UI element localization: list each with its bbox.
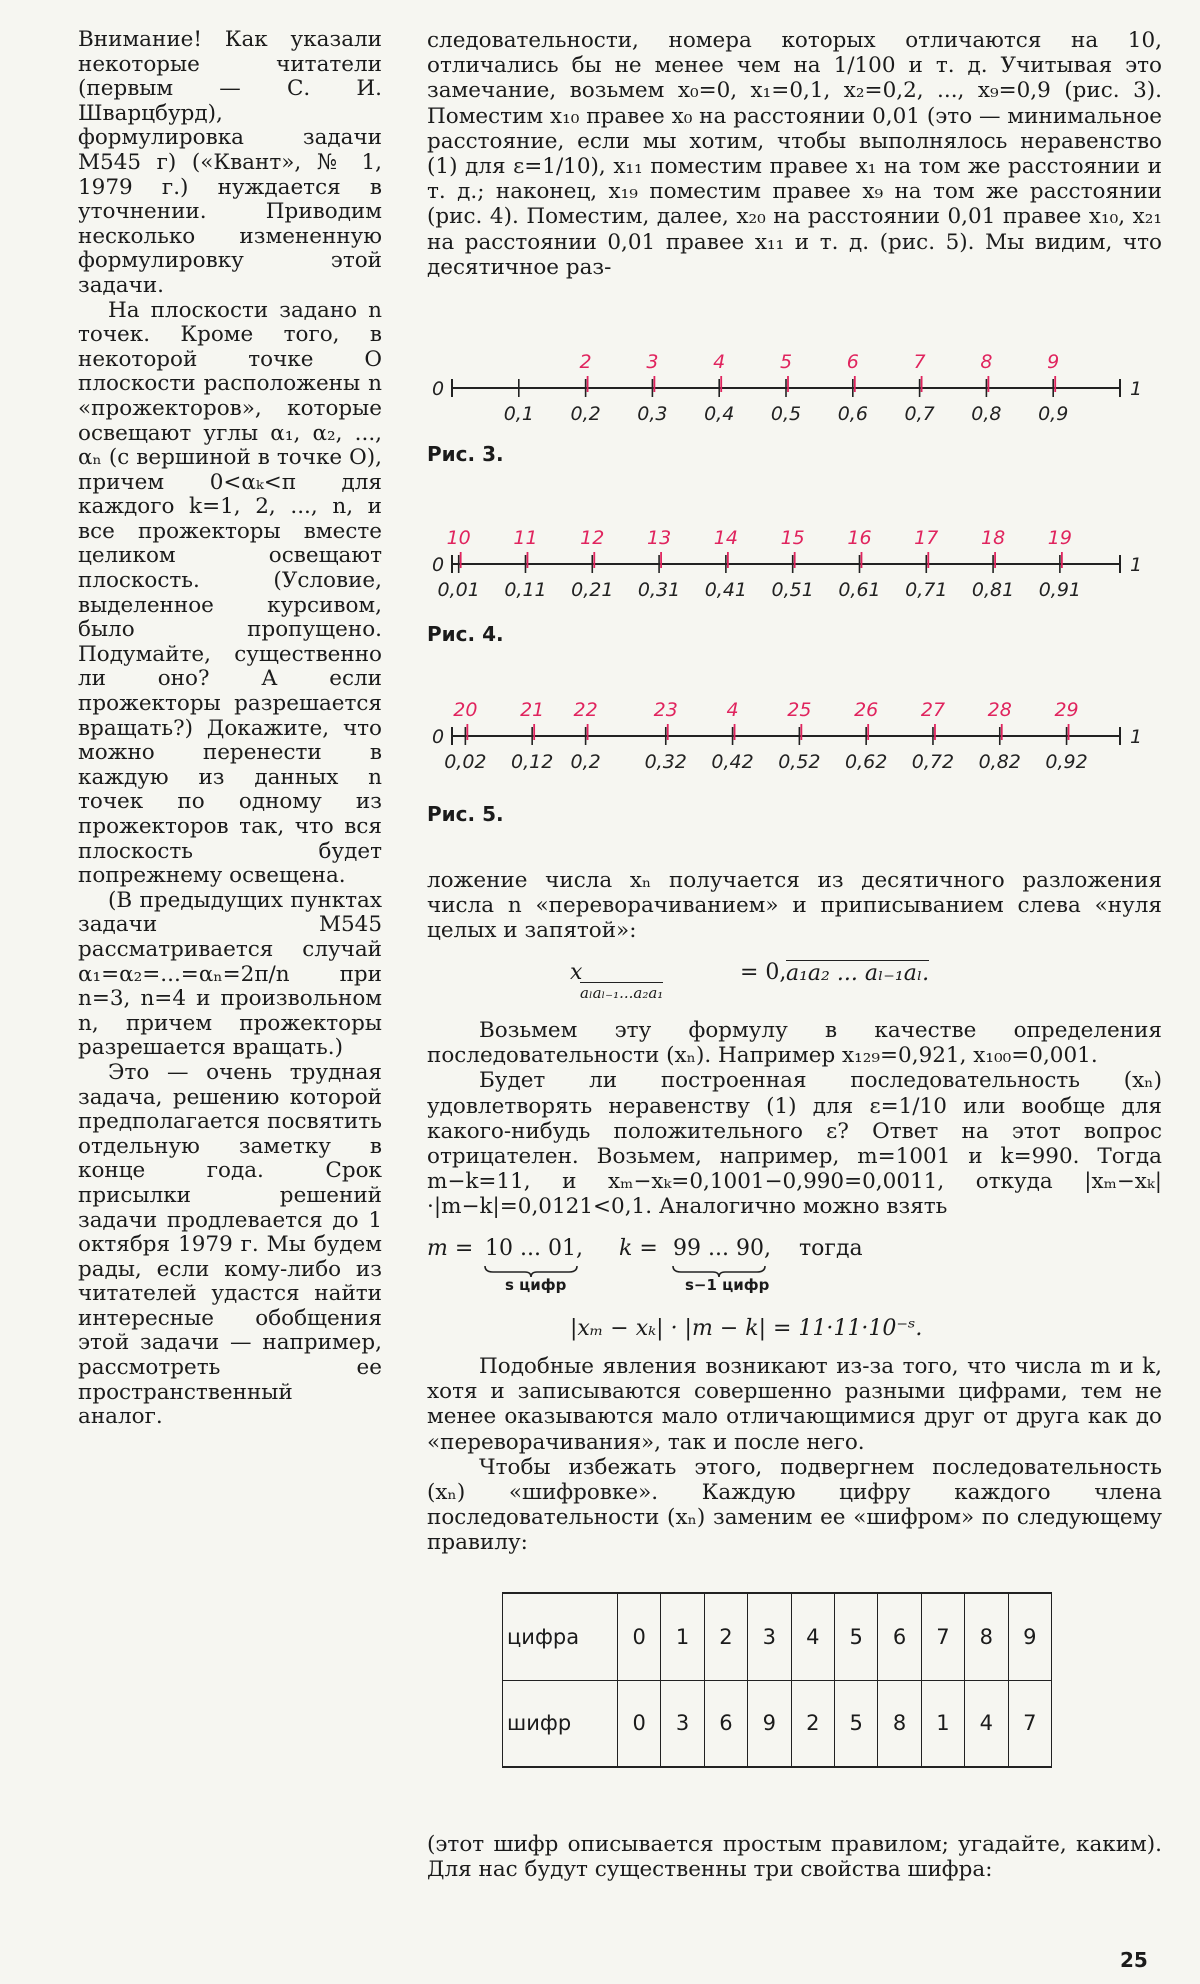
formula-m-prefix: m = (427, 1236, 474, 1261)
axis-end-label: 1 (1129, 726, 1143, 748)
index-label: 4 (713, 351, 726, 373)
table-row-digit (503, 1593, 1052, 1680)
figure-5-number-line (420, 694, 1160, 780)
formula-m-k-definition (427, 1236, 1162, 1296)
axis-end-label: 1 (1129, 378, 1143, 400)
table-cell: 8 (878, 1680, 921, 1767)
value-label: 0,7 (904, 403, 935, 425)
figure-4-number-line (420, 522, 1160, 608)
value-label: 0,91 (1038, 579, 1082, 601)
table-cell: 0 (618, 1593, 661, 1680)
table-cell: 4 (965, 1680, 1008, 1767)
k-brace-label: s−1 цифр (685, 1276, 770, 1294)
value-label: 0,42 (711, 751, 754, 773)
value-label: 0,31 (637, 579, 681, 601)
index-label: 28 (987, 699, 1012, 721)
value-label: 0,52 (778, 751, 821, 773)
right-text-middle (427, 868, 1162, 944)
axis-start-label: 0 (431, 726, 445, 748)
table-cell: 6 (878, 1593, 921, 1680)
axis-start-label: 0 (431, 554, 445, 576)
formula-x-subscript: aₗaₗ₋₁...a₂a₁ (580, 984, 664, 1002)
index-label: 19 (1047, 527, 1072, 549)
index-label: 6 (846, 351, 859, 373)
table-row-cipher (503, 1680, 1052, 1767)
table-cell: 1 (921, 1680, 964, 1767)
figure-4-caption: Рис. 4. (427, 622, 504, 646)
index-label: 13 (646, 527, 672, 549)
table-cell: 7 (1008, 1680, 1051, 1767)
table-cell: 7 (921, 1593, 964, 1680)
index-label: 22 (573, 699, 598, 721)
table-cell: 3 (661, 1680, 704, 1767)
right-paragraph-1: следовательности, номера которых отличаются на 10, отличались бы не менее чем на 1/100 и т. д. Учитывая это замечание, возьмем x₀=0, x₁=0,1, x₂=0,2, ..., x₉=0,9 (рис. 3). Поместим x₁₀ правее x₀ на расстоянии 0,01 (это — минимальное расстояние, если мы хотим, чтобы выполнялось неравенство (1) для ε=1/10), x₁₁ поместим правее x₁ на том же расстоянии и т. д.; наконец, x₁₉ поместим правее x₉ на том же расстоянии (рис. 4). Поместим, далее, x₂₀ на расстоянии 0,01 правее x₁₀, x₂₁ на расстоянии 0,01 правее x₁₁ и т. д. (рис. 5). Мы видим, что десятичное раз- (427, 28, 1162, 280)
formula-reverse-digits (570, 960, 1030, 1006)
right-text-final (427, 1832, 1162, 1882)
table-cell: 4 (791, 1593, 834, 1680)
table-cell: 1 (661, 1593, 704, 1680)
index-label: 12 (580, 527, 605, 549)
formula-m-value: 10 ... 01, (485, 1236, 583, 1261)
value-label: 0,11 (504, 579, 547, 601)
index-label: 26 (854, 699, 879, 721)
left-paragraph-attention: Внимание! Как указали некоторые читатели (первым — С. И. Шварцбурд), формулировка задачи М545 г) («Квант», № 1, 1979 г.) нуждается в уточнении. Приводим несколько измененную формулировку этой задачи. (78, 27, 382, 298)
table-cell: 2 (704, 1593, 747, 1680)
right-text-top (427, 28, 1162, 280)
right-paragraph-2: ложение числа xₙ получается из десятичного разложения числа n «переворачиванием» и приписыванием слева «нуля целых и запятой»: (427, 868, 1162, 944)
left-paragraph-deadline: Это — очень трудная задача, решению которой предполагается посвятить отдельную заметку в конце года. Срок присылки решений задачи продлевается до 1 октября 1979 г. Мы будем рады, если кому-либо из читателей удастся найти интересные обобщения этой задачи — например, рассмотреть ее пространственный аналог. (78, 1059, 382, 1430)
figure-3-caption: Рис. 3. (427, 442, 504, 466)
index-label: 20 (453, 699, 478, 721)
right-paragraph-6: Чтобы избежать этого, подвергнем последовательность (xₙ) «шифровке». Каждую цифру каждого члена последовательности (xₙ) заменим ее «шифром» по следующему правилу: (427, 1454, 1162, 1556)
index-label: 11 (513, 527, 538, 549)
index-label: 5 (779, 351, 793, 373)
axis-start-label: 0 (431, 378, 445, 400)
formula-k-value: 99 ... 90, (673, 1236, 771, 1261)
index-label: 25 (787, 699, 812, 721)
index-label: 29 (1054, 699, 1079, 721)
table-cell: 9 (1008, 1593, 1051, 1680)
index-label: 8 (980, 351, 993, 373)
formula-k-prefix: k = (619, 1236, 658, 1261)
index-label: 14 (713, 527, 738, 549)
page-number: 25 (1120, 1948, 1148, 1972)
formula-equals-zero: = 0, (740, 960, 787, 985)
value-label: 0,82 (978, 751, 1021, 773)
index-label: 17 (914, 527, 939, 549)
table-cell: 0 (618, 1680, 661, 1767)
axis-end-label: 1 (1129, 554, 1143, 576)
index-label: 18 (980, 527, 1006, 549)
value-label: 0,41 (704, 579, 748, 601)
value-label: 0,12 (511, 751, 554, 773)
formula-tail: тогда (799, 1236, 863, 1261)
value-label: 0,61 (838, 579, 881, 601)
right-text-lower (427, 1018, 1162, 1220)
row-label-digit: цифра (503, 1593, 618, 1680)
value-label: 0,72 (911, 751, 955, 773)
figure-3-number-line (420, 346, 1160, 432)
table-cell: 5 (834, 1593, 877, 1680)
formula-x: x (570, 960, 583, 985)
index-label: 9 (1047, 351, 1060, 373)
value-label: 0,4 (704, 403, 735, 425)
index-label: 4 (726, 699, 739, 721)
value-label: 0,92 (1045, 751, 1088, 773)
right-paragraph-7: (этот шифр описывается простым правилом; угадайте, каким). Для нас будут существенны три свойства шифра: (427, 1832, 1162, 1883)
right-paragraph-5: Подобные явления возникают из-за того, что числа m и k, хотя и записываются совершенно разными цифрами, тем не менее оказываются мало отличающимися друг от друга как до «переворачивания», так и после него. (427, 1354, 1162, 1455)
value-label: 0,01 (437, 579, 480, 601)
formula-product: |xₘ − xₖ| · |m − k| = 11·11·10⁻ˢ. (570, 1316, 923, 1341)
table-cell: 8 (965, 1593, 1008, 1680)
value-label: 0,1 (503, 403, 534, 425)
table-cell: 5 (834, 1680, 877, 1767)
index-label: 23 (653, 699, 678, 721)
m-brace-label: s цифр (505, 1276, 567, 1294)
left-column (78, 28, 382, 1430)
table-cell: 2 (791, 1680, 834, 1767)
index-label: 27 (920, 699, 946, 721)
index-label: 3 (646, 351, 659, 373)
value-label: 0,51 (771, 579, 814, 601)
value-label: 0,32 (644, 751, 687, 773)
value-label: 0,6 (837, 403, 868, 425)
index-label: 10 (446, 527, 471, 549)
value-label: 0,71 (905, 579, 948, 601)
value-label: 0,62 (845, 751, 888, 773)
table-cell: 3 (748, 1593, 791, 1680)
left-paragraph-previous: (В предыдущих пунктах задачи М545 рассматривается случай α₁=α₂=...=αₙ=2π/n при n=3, n=4 и произвольном n, причем прожекторы разрешается вращать.) (78, 887, 382, 1061)
cipher-table (502, 1592, 1052, 1768)
value-label: 0,21 (571, 579, 614, 601)
value-label: 0,2 (570, 403, 601, 425)
figure-5-caption: Рис. 5. (427, 802, 504, 826)
value-label: 0,8 (971, 403, 1002, 425)
table-cell: 6 (704, 1680, 747, 1767)
index-label: 16 (847, 527, 872, 549)
value-label: 0,02 (444, 751, 487, 773)
value-label: 0,3 (637, 403, 668, 425)
right-paragraph-3: Возьмем эту формулу в качестве определения последовательности (xₙ). Например x₁₂₉=0,921, x₁₀₀=0,001. (427, 1018, 1162, 1069)
right-paragraph-4: Будет ли построенная последовательность (xₙ) удовлетворять неравенству (1) для ε=1/10 или вообще для какого-нибудь положительного ε? Ответ на этот вопрос отрицателен. Возьмем, например, m=1001 и k=990. Тогда m−k=11, и xₘ−xₖ=0,1001−0,990=0,0011, откуда |xₘ−xₖ|·|m−k|=0,0121<0,1. Аналогично можно взять (427, 1068, 1162, 1220)
index-label: 2 (579, 351, 592, 373)
value-label: 0,5 (770, 403, 802, 425)
index-label: 21 (520, 699, 545, 721)
value-label: 0,2 (570, 751, 601, 773)
index-label: 15 (780, 527, 805, 549)
value-label: 0,9 (1038, 403, 1069, 425)
index-label: 7 (913, 351, 926, 373)
row-label-cipher: шифр (503, 1680, 618, 1767)
right-text-bottom (427, 1354, 1162, 1556)
value-label: 0,81 (971, 579, 1015, 601)
formula-digits-overlined: a₁a₂ ... aₗ₋₁aₗ. (786, 961, 930, 986)
table-cell: 9 (748, 1680, 791, 1767)
left-paragraph-problem: На плоскости задано n точек. Кроме того, в некоторой точке O плоскости расположены n «прожекторов», которые освещают углы α₁, α₂, ..., αₙ (с вершиной в точке O), причем 0<αₖ<π для каждого k=1, 2, ..., n, и все прожекторы вместе целиком освещают плоскость. (Условие, выделенное курсивом, было пропущено. Подумайте, существенно ли оно? А если прожекторы разрешается вращать?) Докажите, что можно перенести в каждую из данных n точек по одному из прожекторов так, что вся плоскость будет попрежнему освещена. (78, 297, 382, 889)
